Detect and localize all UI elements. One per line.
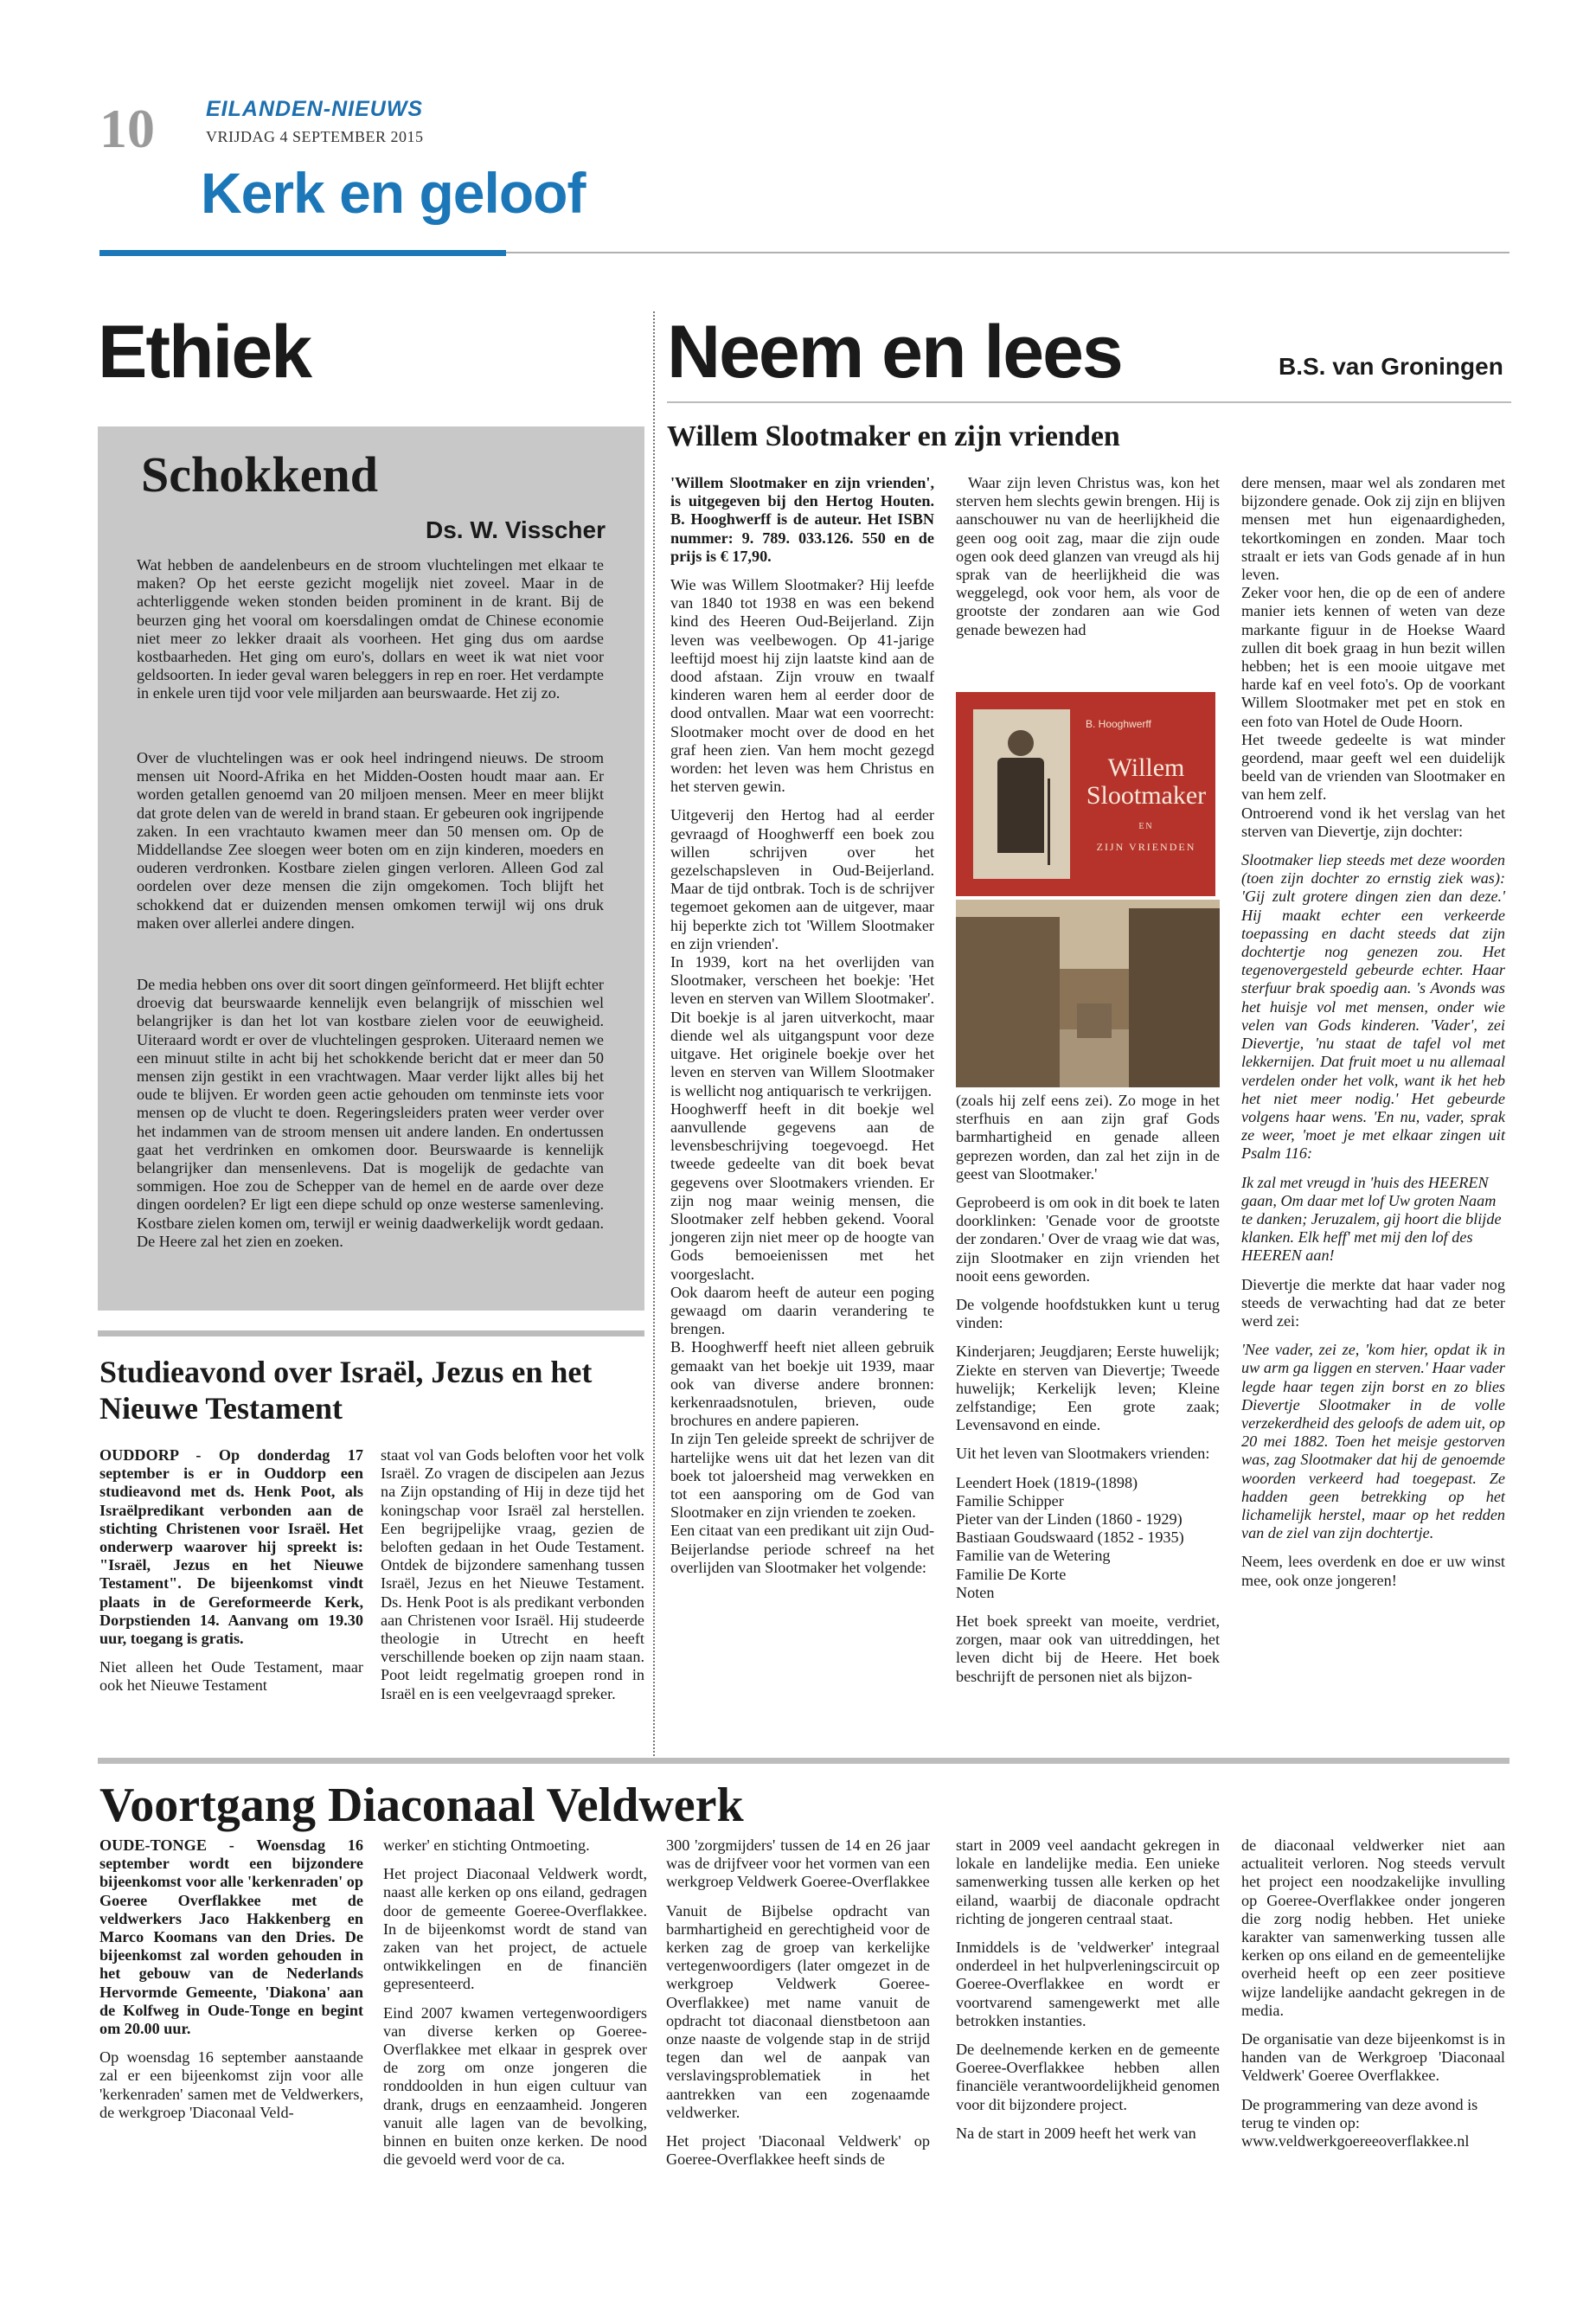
article-paragraph: Het tweede gedeelte is wat minder geordend, maar geeft wel een duidelijk beeld van de vrienden van Slootmaker en van hem zelf. xyxy=(1241,730,1505,804)
article-column xyxy=(956,1836,1220,2153)
article-paragraph: Uit het leven van Slootmakers vrienden: xyxy=(956,1445,1210,1463)
article-column xyxy=(666,1836,930,2179)
article-column xyxy=(1241,1836,1505,2161)
street-photo xyxy=(956,900,1220,1087)
article-paragraph: Ook daarom heeft de auteur een poging gewaagd om daarin verandering te brengen. xyxy=(670,1283,934,1338)
portrait-photo xyxy=(973,709,1070,879)
cover-en: EN xyxy=(1138,822,1154,831)
article-column xyxy=(1241,474,1505,1600)
divider xyxy=(98,1758,1509,1764)
article-title-willem-slootmaker: Willem Slootmaker en zijn vrienden xyxy=(667,420,1120,452)
page-number: 10 xyxy=(99,98,155,159)
column-separator xyxy=(653,311,655,1756)
article-paragraph: Het project 'Diaconaal Veldwerk' op Goeree-Overflakkee heeft sinds de xyxy=(666,2132,930,2169)
article-column xyxy=(956,474,1220,650)
article-paragraph: Inmiddels is de 'veldwerker' integraal onderdeel in het hulpverleningscircuit op Goeree-Overflakkee en wordt er voortvarend samengewerkt met alle betrokken instanties. xyxy=(956,1939,1220,2029)
cover-author: B. Hooghwerff xyxy=(1086,718,1151,730)
article-paragraph: B. Hooghwerff heeft niet alleen gebruik gemaakt van het boekje uit 1939, maar ook van diverse andere bronnen: kerkenraadsnotulen, brieven, oude brochures en andere papieren. xyxy=(670,1338,934,1430)
section-divider xyxy=(506,252,1509,253)
article-paragraph: (zoals hij zelf eens zei). Zo moge in het sterfhuis en aan zijn graf Gods barmhartigheid en genade alleen geprezen worden, dan zal het zijn in de geest van Slootmaker.' xyxy=(956,1092,1220,1183)
list-item: Familie De Korte xyxy=(956,1565,1067,1583)
list-item: Leendert Hoek (1819-(1898) xyxy=(956,1473,1138,1491)
article-paragraph: Eind 2007 kwamen vertegenwoordigers van diverse kerken op Goeree-Overflakkee met elkaar in gesprek over de zorg om onze jongeren die ronddoolden in hun eigen cultuur van drank, drugs en eenzaamheid. Jongeren vanuit alle lagen van de bevolking, binnen en buiten onze kerken. De nood die gevoeld werd voor de ca. xyxy=(383,2003,647,2169)
article-paragraph: Kinderjaren; Jeugdjaren; Eerste huwelijk; Ziekte en sterven van Dievertje; Tweede huwelijk; Kerkelijk leven; Kleine zelfstandige; Een grote zaak; Levensavond en einde. xyxy=(956,1343,1220,1434)
article-column xyxy=(99,1446,363,1706)
article-paragraph: Het boek spreekt van moeite, verdriet, zorgen, maar ook van uitreddingen, het leven dicht bij de Heere. Het boek beschrijft de personen niet als bijzon- xyxy=(956,1612,1220,1685)
cover-subtitle: ZIJN VRIENDEN xyxy=(1096,841,1196,853)
column-author: B.S. van Groningen xyxy=(1279,353,1503,380)
article-column xyxy=(670,474,934,1577)
article-paragraph: de diaconaal veldwerker niet aan actualiteit verloren. Nog steeds vervult het project een noodzakelijke invulling op Goeree-Overflakkee onder jongeren die zorg nodig hebben. Het unieke karakter van samenwerking tussen alle kerken op ons eiland en de gemeentelijke overheid heeft op een zeer positieve wijze landelijke aandacht gekregen in de media. xyxy=(1241,1836,1505,2019)
list-item: Noten xyxy=(956,1583,995,1601)
article-quote: Slootmaker liep steeds met deze woorden (toen zijn dochter zo ernstig ziek was): 'Gij zult grotere dingen zien dan deze.' Hij maakt echter een verkeerde toepassing en dacht steeds dat zijn dochtertje nog genezen zou. Het tegenovergesteld gebeurde echter. Haar sterfuur brak spoedig aan. 's Avonds was het huisje vol met mensen, onder wie velen van Gods kinderen. 'Vader', zei Dievertje, 'nu staat de tafel vol met lekkernijen. Dat fruit moet u nu allemaal verdelen onder het volk, want ik het heb het niet meer nodig.' Het gebeurde volgens haar wens. 'En nu, vader, sprak ze weer, 'moet je met elkaar zingen uit Psalm 116: xyxy=(1241,851,1505,1163)
newspaper-logo: EILANDEN-NIEUWS xyxy=(206,97,424,121)
article-paragraph: 300 'zorgmijders' tussen de 14 en 26 jaar was de drijfveer voor het vormen van een werkgroep Veldwerk Goeree-Overflakkee xyxy=(666,1836,930,1891)
article-paragraph: Niet alleen het Oude Testament, maar ook het Nieuwe Testament xyxy=(99,1658,363,1695)
cover-title: Willem Slootmaker xyxy=(1086,753,1207,810)
issue-date: VRIJDAG 4 SEPTEMBER 2015 xyxy=(206,128,424,145)
article-paragraph: Op woensdag 16 september aanstaande zal er een bijeenkomst zijn voor alle 'kerkenraden' samen met de Veldwerkers, de werkgroep 'Diaconaal Veld- xyxy=(99,2048,363,2121)
article-paragraph: De deelnemende kerken en de gemeente Goeree-Overflakkee hebben allen financiële verantwoordelijkheid genomen voor dit bijzondere project. xyxy=(956,2041,1220,2113)
section-title: Kerk en geloof xyxy=(201,161,586,225)
friends-list xyxy=(956,1474,1220,1602)
article-quote: 'Nee vader, zei ze, 'kom hier, opdat ik in uw arm ga liggen en sterven.' Haar vader legde haar tegen zijn borst en zo blies Dievertje Slootmaker in de volle verzekerdheid des geloofs de adem uit, op 20 mei 1882. Toen het meisje gestorven was, zag Slootmaker dat hij de genoemde woorden verkeerd had toegepast. Ze hadden geen betrekking op het lichamelijk herstel, maar op het redden van de ziel van zijn dochtertje. xyxy=(1241,1341,1505,1542)
column-title-neem-en-lees: Neem en lees xyxy=(667,311,1122,394)
column-title-ethiek: Ethiek xyxy=(98,311,311,394)
article-paragraph: staat vol van Gods beloften voor het volk Israël. Zo vragen de discipelen aan Jezus na Zijn opstanding of Hij in deze tijd het koningschap voor Israël zal herstellen. Een begrijpelijke vraag, gezien de beloften gedaan in het Oude Testament. Ontdek de bijzondere samenhang tussen Israël, Jezus en het Nieuwe Testament. Ds. Henk Poot is als predikant verbonden aan Christenen voor Israël. Hij studeerde theologie in Utrecht en heeft verschillende boeken op zijn naam staan. Poot leidt regelmatig groepen rond in Israël en is een veelgevraagd spreker. xyxy=(381,1446,644,1702)
list-item: Familie Schipper xyxy=(956,1491,1064,1509)
article-paragraph: Dievertje die merkte dat haar vader nog steeds de verwachting had dat ze beter werd zei: xyxy=(1241,1275,1505,1330)
article-paragraph: Zeker voor hen, die op de een of andere manier iets kennen of weten van deze markante figuur in de Hoekse Waard zullen dit boek graag in hun bezit willen hebben; het is een mooie uitgave met harde kaf en veel foto's. Op de voorkant Willem Slootmaker met pet en stok en een foto van Hotel de Oude Hoorn. xyxy=(1241,584,1505,730)
article-paragraph: Vanuit de Bijbelse opdracht van barmhartigheid en gerechtigheid voor de kerken zag de groep van kerkelijke vertegenwoordigers (later omgezet in de werkgroep Veldwerk Goeree-Overflakkee) met name vanuit de opdracht tot diaconaal dienstbetoon aan onze naaste de volgende stap in de strijd tegen dan wel de aanpak van verslavingsproblematiek in het aantrekken van een zogenaamde veldwerker. xyxy=(666,1901,930,2121)
article-paragraph: In zijn Ten geleide spreekt de schrijver de hartelijke wens uit dat het lezen van dit boek tot jaloersheid mag verwekken en tot een aansporing om de God van Slootmaker en zijn vrienden te zoeken. xyxy=(670,1430,934,1522)
article-paragraph: De programmering van deze avond is terug te vinden op: www.veldwerkgoereeoverflakkee.nl xyxy=(1241,2095,1478,2150)
article-paragraph: Ontroerend vond ik het verslag van het sterven van Dievertje, zijn dochter: xyxy=(1241,804,1505,840)
article-paragraph: dere mensen, maar wel als zondaren met bijzondere genade. Ook zij zijn en blijven mensen met hun eigenaardigheden, tekortkomingen en zonden. Maar toch straalt er iets van Gods genade af in hun leven. xyxy=(1241,474,1505,584)
article-paragraph: Het project Diaconaal Veldwerk wordt, naast alle kerken op ons eiland, gedragen door de gemeente Goeree-Overflakkee. In de bijeenkomst wordt de stand van zaken van het project, de actuele ontwikkelingen en de financiën gepresenteerd. xyxy=(383,1865,647,1993)
list-item: Bastiaan Goudswaard (1852 - 1935) xyxy=(956,1529,1184,1547)
article-paragraph: Geprobeerd is om ook in dit boek te laten doorklinken: 'Genade voor de grootste der zondaren.' Over de vraag wie dat was, zijn Slootmaker en zijn vrienden het nooit eens geworden. xyxy=(956,1194,1220,1285)
article-paragraph: Een citaat van een predikant uit zijn Oud-Beijerlandse periode schreef na het overlijden van Slootmaker het volgende: xyxy=(670,1522,934,1576)
article-paragraph: Wat hebben de aandelenbeurs en de stroom vluchtelingen met elkaar te maken? Op het eerste gezicht mogelijk niet zoveel. Maar in de achterliggende weken stonden beiden prominent in de krant. Bij de beurzen ging het vooral om koersdalingen omdat de Chinese economie niet meer zo lekker draait als voorheen. Het ging dus om aardse kostbaarheden. Het ging om euro's, dollars en weet ik wat niet voor geldsoorten. In ieder geval waren beleggers in rep en roer. Het verdampte in enkele uren tijd voor vele miljarden aan beurswaarde. Het zij zo. xyxy=(137,556,604,702)
article-paragraph: Na de start in 2009 heeft het werk van xyxy=(956,2124,1196,2142)
article-title-voortgang: Voortgang Diaconaal Veldwerk xyxy=(99,1779,744,1832)
article-paragraph: De media hebben ons over dit soort dingen geïnformeerd. Het blijft echter droevig dat beurswaarde kennelijk even belangrijk of misschien wel belangrijker is dan het lot van kostbare zielen voor de eeuwigheid. Uiteraard wordt er over de vluchtelingen gesproken. Uiteraard nemen we een minuut stilte in acht bij het schokkende bericht dat er meer dan 50 mensen zijn gestikt in een vrachtwagen. Maar verder lijkt alles bij het oude te blijven. Er worden geen actie gehouden om tenminste iets voor mensen op de vlucht te doen. Regeringsleiders praten weer verder over het indammen van de stroom mensen uit andere landen. En ondertussen gaat het verdrinken en omkomen door. Beurswaarde is kennelijk belangrijker dan mensenlevens. Dat is mogelijk de gedachte van sommigen. Hoe zou de Schepper van de hemel en de aarde over deze dingen oordelen? Er ligt een diepe schuld op onze westerse samenleving. Kostbare zielen komen om, terwijl er weinig daadwerkelijk wordt gedaan. De Heere zal het zien en zoeken. xyxy=(137,976,604,1250)
psalm-quote: Ik zal met vreugd in 'huis des HEEREN gaan, Om daar met lof Uw groten Naam te danken; Jeruzalem, gij hoort die blijde klanken. Elk heff' met mij den lof des HEEREN aan! xyxy=(1241,1173,1502,1265)
article-paragraph: De volgende hoofdstukken kunt u terug vinden: xyxy=(956,1296,1220,1332)
article-column xyxy=(956,1092,1220,1696)
book-cover-image xyxy=(956,692,1215,896)
article-paragraph: De organisatie van deze bijeenkomst is in handen van de Werkgroep 'Diaconaal Veldwerk' Goeree Overflakkee. xyxy=(1241,2030,1505,2085)
article-paragraph: Over de vluchtelingen was er ook heel indringend nieuws. De stroom mensen uit Noord-Afrika en het Midden-Oosten houdt maar aan. Er worden getallen genoemd van 20 miljoen mensen. Meer en meer blijkt dat grote delen van de wereld in brand staan. Er gebeuren ook ingrijpende zaken. In een vrachtauto kwamen meer dan 50 mensen om. Op de Middellandse Zee sloegen weer boten om en zijn kinderen, moeders en ouderen verdronken. Kostbare zielen gingen verloren. Alleen God zal oordelen over deze mensen die zijn omgekomen. Toch blijft het schokkend dat er duizenden mensen omkomen terwijl wij ons druk maken over allerlei andere dingen. xyxy=(137,749,604,932)
section-accent-bar xyxy=(99,250,506,256)
article-paragraph: Neem, lees overdenk en doe er uw winst mee, ook onze jongeren! xyxy=(1241,1553,1505,1589)
article-paragraph: werker' en stichting Ontmoeting. xyxy=(383,1836,590,1854)
divider xyxy=(98,1330,644,1336)
article-title-schokkend: Schokkend xyxy=(141,446,379,503)
article-column xyxy=(99,1836,363,2132)
article-lead: OUDE-TONGE - Woensdag 16 september wordt een bijzondere bijeenkomst voor alle 'kerkenraden' op Goeree Overflakkee met de veldwerkers Jaco Hakkenberg en Marco Koomans van den Dries. De bijeenkomst zal worden gehouden in het gebouw van de Nederlands Hervormde Gemeente, 'Diakona' aan de Kolfweg in Oude-Tonge en begint om 20.00 uur. xyxy=(99,1836,363,2038)
divider xyxy=(667,401,1511,403)
article-paragraph: Uitgeverij den Hertog had al eerder gevraagd of Hooghwerff een boek zou willen schrijven over het gezelschapsleven in Oud-Beijerland. Maar de tijd ontbrak. Toch is de schrijver tegemoet gekomen aan de uitgever, maar hij beperkte zich tot 'Willem Slootmaker en zijn vrienden'. xyxy=(670,806,934,952)
article-paragraph: Waar zijn leven Christus was, kon het sterven hem slechts gewin brengen. Hij is aanschouwer nu van de heerlijkheid die geen oog ooit zag, maar die zijn oude ogen ook deed glanzen van vreugd als hij sprak van de heerlijkheid die was weggelegd, ook voor hem, als voor de grootste der zondaren aan wie God genade bewezen had xyxy=(956,474,1220,638)
article-column xyxy=(383,1836,647,2179)
article-paragraph: start in 2009 veel aandacht gekregen in lokale en landelijke media. Een unieke samenwerking tussen alle kerken op het eiland, waarbij de diaconale opdracht richting de jongeren centraal staat. xyxy=(956,1836,1220,1927)
article-lead: 'Willem Slootmaker en zijn vrienden', is uitgegeven bij den Hertog Houten. B. Hooghwerff is de auteur. Het ISBN nummer: 9. 789. 033.126. 550 en de prijs is € 17,90. xyxy=(670,474,934,565)
article-lead: OUDDORP - Op donderdag 17 september is er in Ouddorp een studieavond met ds. Henk Poot, als Israëlpredikant verbonden aan de stichting Christenen voor Israël. Het onderwerp waarover hij spreekt is: "Israël, Jezus en het Nieuwe Testament". De bijeenkomst vindt plaats in de Gereformeerde Kerk, Dorpstienden 14. Aanvang om 19.30 uur, toegang is gratis. xyxy=(99,1446,363,1648)
article-title-studieavond: Studieavond over Israël, Jezus en het Nieuwe Testament xyxy=(99,1355,593,1426)
article-author: Ds. W. Visscher xyxy=(425,516,606,543)
article-paragraph: In 1939, kort na het overlijden van Slootmaker, verscheen het boekje: 'Het leven en sterven van Willem Slootmaker'. Dit boekje is al jaren uitverkocht, maar diende wel als uitgangspunt voor deze uitgave. Het originele boekje over het leven en sterven van Willem Slootmaker is wellicht nog antiquarisch te verkrijgen. xyxy=(670,953,934,1099)
list-item: Familie van de Wetering xyxy=(956,1547,1111,1565)
article-paragraph: Hooghwerff heeft in dit boekje wel aanvullende gegevens aan de levensbeschrijving toegevoegd. Het tweede gedeelte van dit boek bevat gegevens over Slootmakers vrienden. Er zijn nog maar weinig mensen, die Slootmaker zelf hebben gekend. Vooral jongeren zijn niet meer op de hoogte van Gods bemoeienissen met het voorgeslacht. xyxy=(670,1099,934,1283)
article-column xyxy=(381,1446,644,1714)
article-paragraph: Wie was Willem Slootmaker? Hij leefde van 1840 tot 1938 en was een bekend kind des Heeren Oud-Beijerland. Zijn leven was veelbewogen. Op 41-jarige leeftijd moest hij zijn laatste kind aan de dood afstaan. Zijn vrouw en twaalf kinderen waren hem al eerder door de dood ontvallen. Maar wat een voorrecht: Slootmaker mocht over de dood en het graf heen zien. Van hem mocht gezegd worden: het leven was hem Christus en het sterven gewin. xyxy=(670,576,934,796)
list-item: Pieter van der Linden (1860 - 1929) xyxy=(956,1510,1183,1529)
